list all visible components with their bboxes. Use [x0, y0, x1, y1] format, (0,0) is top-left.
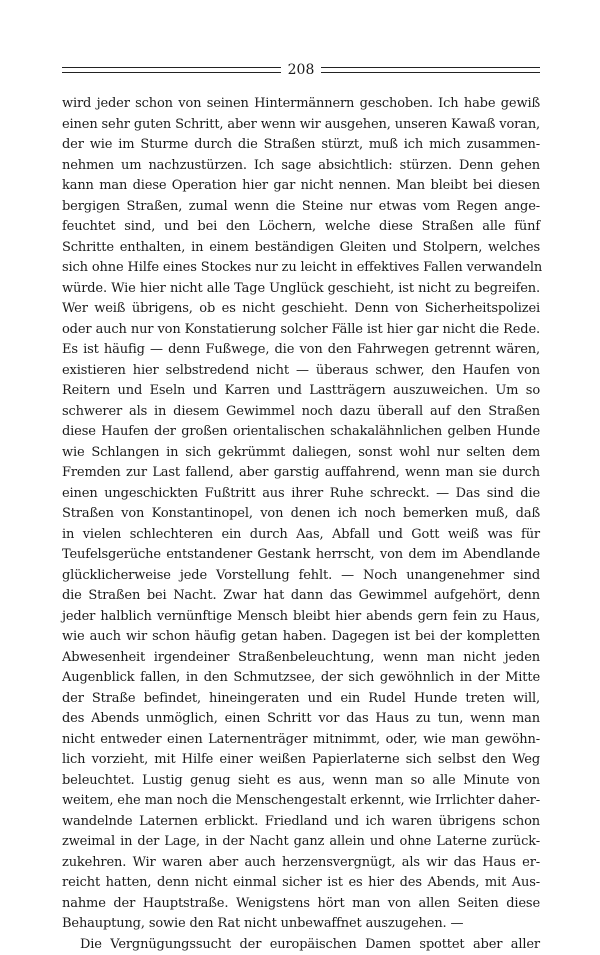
text-line: in vielen schlechteren ein durch Aas, Abfall und Gott weiß was für	[62, 525, 540, 546]
text-line: Abwesenheit irgendeiner Straßenbeleuchtung, wenn man nicht jeden	[62, 648, 540, 669]
text-line: sich ohne Hilfe eines Stockes nur zu leicht in effektives Fallen verwandeln	[62, 258, 540, 279]
text-line: der Straße befindet, hineingeraten und ein Rudel Hunde treten will,	[62, 689, 540, 710]
text-line: zweimal in der Lage, in der Nacht ganz allein und ohne Laterne zurück-	[62, 832, 540, 853]
body-text	[62, 94, 540, 955]
text-line: die Straßen bei Nacht. Zwar hat dann das Gewimmel aufgehört, denn	[62, 586, 540, 607]
text-line: bergigen Straßen, zumal wenn die Steine nur etwas vom Regen ange-	[62, 197, 540, 218]
text-line: zukehren. Wir waren aber auch herzensvergnügt, als wir das Haus er-	[62, 853, 540, 874]
text-line: einen sehr guten Schritt, aber wenn wir ausgehen, unseren Kawaß voran,	[62, 115, 540, 136]
text-line: weitem, ehe man noch die Menschengestalt erkennt, wie Irrlichter daher-	[62, 791, 540, 812]
text-line: wird jeder schon von seinen Hintermännern geschoben. Ich habe gewiß	[62, 94, 540, 115]
text-line: existieren hier selbstredend nicht — überaus schwer, den Haufen von	[62, 361, 540, 382]
text-line: Reitern und Eseln und Karren und Lastträgern auszuweichen. Um so	[62, 381, 540, 402]
text-line: Fremden zur Last fallend, aber garstig auffahrend, wenn man sie durch	[62, 463, 540, 484]
text-line: wie Schlangen in sich gekrümmt daliegen, sonst wohl nur selten dem	[62, 443, 540, 464]
text-line: diese Haufen der großen orientalischen schakalähnlichen gelben Hunde	[62, 422, 540, 443]
text-line: schwerer als in diesem Gewimmel noch dazu überall auf den Straßen	[62, 402, 540, 423]
text-line: oder auch nur von Konstatierung solcher Fälle ist hier gar nicht die Rede.	[62, 320, 540, 341]
page-header	[62, 60, 540, 80]
text-line: Augenblick fallen, in den Schmutzsee, der sich gewöhnlich in der Mitte	[62, 668, 540, 689]
text-line: wie auch wir schon häufig getan haben. Dagegen ist bei der kompletten	[62, 627, 540, 648]
text-line-paragraph-start: Die Vergnügungssucht der europäischen Damen spottet aber aller	[62, 935, 540, 955]
text-line: einen ungeschickten Fußtritt aus ihrer Ruhe schreckt. — Das sind die	[62, 484, 540, 505]
text-line: kann man diese Operation hier gar nicht nennen. Man bleibt bei diesen	[62, 176, 540, 197]
text-line: wandelnde Laternen erblickt. Friedland und ich waren übrigens schon	[62, 812, 540, 833]
text-line: jeder halblich vernünftige Mensch bleibt hier abends gern fein zu Haus,	[62, 607, 540, 628]
page-number: 208	[281, 60, 322, 80]
text-line: würde. Wie hier nicht alle Tage Unglück geschieht, ist nicht zu begreifen.	[62, 279, 540, 300]
text-line: feuchtet sind, und bei den Löchern, welche diese Straßen alle fünf	[62, 217, 540, 238]
text-line: nehmen um nachzustürzen. Ich sage absichtlich: stürzen. Denn gehen	[62, 156, 540, 177]
text-line: Schritte enthalten, in einem beständigen Gleiten und Stolpern, welches	[62, 238, 540, 259]
text-line: der wie im Sturme durch die Straßen stürzt, muß ich mich zusammen-	[62, 135, 540, 156]
text-line-paragraph-end: Behauptung, sowie den Rat nicht unbewaffnet auszugehen. —	[62, 914, 540, 935]
text-line: Teufelsgerüche entstandener Gestank herrscht, von dem im Abendlande	[62, 545, 540, 566]
text-line: Es ist häufig — denn Fußwege, die von den Fahrwegen getrennt wären,	[62, 340, 540, 361]
text-line: reicht hatten, denn nicht einmal sicher ist es hier des Abends, mit Aus-	[62, 873, 540, 894]
text-line: glücklicherweise jede Vorstellung fehlt. — Noch unangenehmer sind	[62, 566, 540, 587]
header-rule-left	[62, 67, 281, 73]
text-line: lich vorzieht, mit Hilfe einer weißen Papierlaterne sich selbst den Weg	[62, 750, 540, 771]
header-rule-right	[321, 67, 540, 73]
text-line: Straßen von Konstantinopel, von denen ich noch bemerken muß, daß	[62, 504, 540, 525]
text-line: beleuchtet. Lustig genug sieht es aus, wenn man so alle Minute von	[62, 771, 540, 792]
text-line: des Abends unmöglich, einen Schritt vor das Haus zu tun, wenn man	[62, 709, 540, 730]
text-line: nicht entweder einen Laternenträger mitnimmt, oder, wie man gewöhn-	[62, 730, 540, 751]
text-line: Wer weiß übrigens, ob es nicht geschieht. Denn von Sicherheitspolizei	[62, 299, 540, 320]
text-line: nahme der Hauptstraße. Wenigstens hört man von allen Seiten diese	[62, 894, 540, 915]
